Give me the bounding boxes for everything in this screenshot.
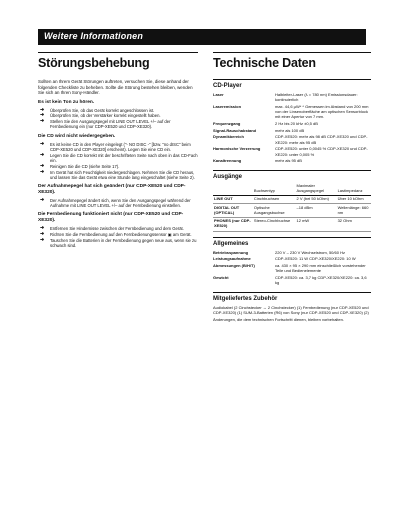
outputs-row: LINE OUT Cinchbuchsen 2 V (bei 50 kOhm) Über 10 kOhm xyxy=(213,195,371,204)
spec-row: Signal-Rauschabstand mehr als 100 dB xyxy=(213,127,305,133)
outputs-row: DIGITAL OUT (OPTICAL) Optische Ausgangsbuchse –18 dBm Wellenlänge: 660 nm xyxy=(213,204,371,218)
outputs-row: PHONES (nur CDP-XE520) Stereo-Cinchbuchse 12 mW 32 Ohm xyxy=(213,217,371,231)
outputs-table xyxy=(213,183,371,232)
general-heading: Allgemeines xyxy=(213,240,249,247)
spec-row: Betriebsspannung 220 V – 230 V Wechselstrom, 50/60 Hz xyxy=(213,249,345,255)
remedy-step: ➜ Im Gerät hat sich Feuchtigkeit niedergeschlagen. Nehmen Sie die CD heraus, und lassen Sie das Gerät etwa eine Stunde lang eingeschaltet (siehe Seite 2). xyxy=(40,168,195,180)
specifications-column xyxy=(213,52,371,324)
subsection-rule xyxy=(213,292,371,293)
troubleshooting-title: Störungsbehebung xyxy=(38,56,150,70)
problem-heading: Der Aufnahmepegel hat sich geändert (nur CDP-XE520 und CDP-XE320). xyxy=(38,184,186,195)
section-header-title: Weitere Informationen xyxy=(44,31,144,41)
spec-row: Gewicht CDP-XE520: ca. 3,7 kg CDP-XE320/XE220: ca. 3,6 kg xyxy=(213,274,367,286)
spec-row: Laser Halbleiter-Laser (λ = 780 nm) Emissionsdauer: kontinuierlich xyxy=(213,92,358,103)
problem-heading: Die CD wird nicht wiedergegeben. xyxy=(38,133,116,139)
arrow-icon: ➜ xyxy=(40,196,45,203)
title-rule xyxy=(213,52,371,53)
arrow-icon: ➜ xyxy=(40,236,45,243)
remedy-step: ➜ Richten Sie die Fernbedienung auf den Fernbedienungssensor ▣ am Gerät. xyxy=(40,230,192,237)
subsection-rule xyxy=(213,170,371,171)
cd-player-heading: CD-Player xyxy=(213,83,242,89)
arrow-icon: ➜ xyxy=(40,106,45,113)
arrow-icon: ➜ xyxy=(40,151,45,158)
remedy-step: ➜ Reinigen Sie die CD (siehe Seite 17). xyxy=(40,162,120,169)
spec-row: Dynamikbereich CDP-XE520: mehr als 98 dB CDP-XE320 und CDP-XE220: mehr als 95 dB xyxy=(213,134,368,145)
spec-row: Leistungsaufnahme CDP-XE520: 11 W CDP-XE320/XE220: 10 W xyxy=(213,256,356,262)
problem-section xyxy=(38,134,198,180)
problem-section xyxy=(38,100,198,130)
remedy-step: ➜ Stellen Sie den Ausgangspegel mit LINE OUT LEVEL +/– auf der Fernbedienung ein (nur CDP-XE520 und CDP-XE320). xyxy=(40,118,171,130)
problem-section xyxy=(38,184,198,208)
cd-player-spec-table xyxy=(213,92,371,165)
change-notice: Änderungen, die dem technischen Fortschritt dienen, bleiben vorbehalten. xyxy=(213,317,344,323)
general-spec-table xyxy=(213,250,371,287)
arrow-icon: ➜ xyxy=(40,230,45,237)
arrow-icon: ➜ xyxy=(40,112,45,119)
spec-row: Abmessungen (B/H/T) ca. 430 × 95 × 290 mm einschließlich vorstehender Teile und Bedienelemente xyxy=(213,262,366,274)
outputs-heading: Ausgänge xyxy=(213,173,243,180)
accessories-heading: Mitgeliefertes Zubehör xyxy=(213,295,278,302)
spec-row: Harmonische Verzerrung CDP-XE520: unter 0,0045 % CDP-XE320 und CDP-XE220: unter 0,005 % xyxy=(213,146,368,157)
remedy-step: ➜ Entfernen Sie Hindernisse zwischen der Fernbedienung und dem Gerät. xyxy=(40,224,184,231)
spec-row: Frequenzgang 2 Hz bis 20 kHz ±0,5 dB xyxy=(213,121,318,127)
outputs-header-row: Buchsentyp Maximaler Ausgangspegel Lastimpedanz xyxy=(213,183,371,195)
subsection-rule xyxy=(213,79,371,80)
arrow-icon: ➜ xyxy=(40,162,45,169)
spec-row: Laseremission max. 44,6 µW* * Gemessen im Abstand von 200 mm von der Linsenoberfläche am optischen Sensorblock mit einer Apertur von 7 mm. xyxy=(213,103,369,120)
specifications-title: Technische Daten xyxy=(213,56,316,70)
remedy-step: ➜ Legen Sie die CD korrekt mit der beschrifteten Seite nach oben in das CD-Fach ein. xyxy=(40,151,198,163)
troubleshooting-column xyxy=(38,52,198,249)
title-rule xyxy=(38,52,198,53)
problem-heading: Die Fernbedienung funktioniert nicht (nur CDP-XE520 und CDP-XE320). xyxy=(38,212,184,224)
arrow-icon: ➜ xyxy=(40,140,45,147)
remedy-step: ➜ Es ist keine CD in den Player eingelegt ("- NO DISC -" [bzw. "no dISC" beim CDP-XE520 und CDP-XE320] erscheint). Legen Sie eine CD ein. xyxy=(40,140,191,152)
remedy-step: ➜ Tauschen Sie die Batterien in der Fernbedienung gegen neue aus, wenn sie zu schwach sind. xyxy=(40,236,197,248)
subsection-rule xyxy=(213,237,371,238)
spec-row: Kanaltrennung mehr als 95 dB xyxy=(213,158,302,164)
problem-section xyxy=(38,212,198,248)
troubleshooting-intro: Sollten an Ihrem Gerät Störungen auftreten, versuchen Sie, diese anhand der folgenden Checkliste zu beheben. Sollte die Störung bestehen bleiben, wenden Sie sich an Ihren Sony-Händler. xyxy=(38,79,193,96)
problem-heading: Es ist kein Ton zu hören. xyxy=(38,99,95,105)
section-header-bar xyxy=(38,29,366,45)
remedy-step: ➜ Der Aufnahmepegel ändert sich, wenn Sie den Ausgangspegel während der Aufnahme mit LINE OUT LEVEL +/– auf der Fernbedienung einstellen. xyxy=(40,196,191,209)
arrow-icon: ➜ xyxy=(40,118,45,125)
arrow-icon: ➜ xyxy=(40,168,45,175)
arrow-icon: ➜ xyxy=(40,224,45,231)
remedy-step: ➜ Überprüfen Sie, ob das Gerät korrekt angeschlossen ist. xyxy=(40,106,155,113)
accessories-list: Audiokabel (2 Cinchstecker ↔ 2 Cinchstecker) (1) Fernbedienung (nur CDP-XE520 und CDP-XE320) (1) SUM-3-Batterien (R6) von Sony (nur CDP-XE520 und CDP-XE320) (2) xyxy=(213,304,369,315)
remedy-step: ➜ Überprüfen Sie, ob der Verstärker korrekt eingestellt haben. xyxy=(40,112,161,119)
